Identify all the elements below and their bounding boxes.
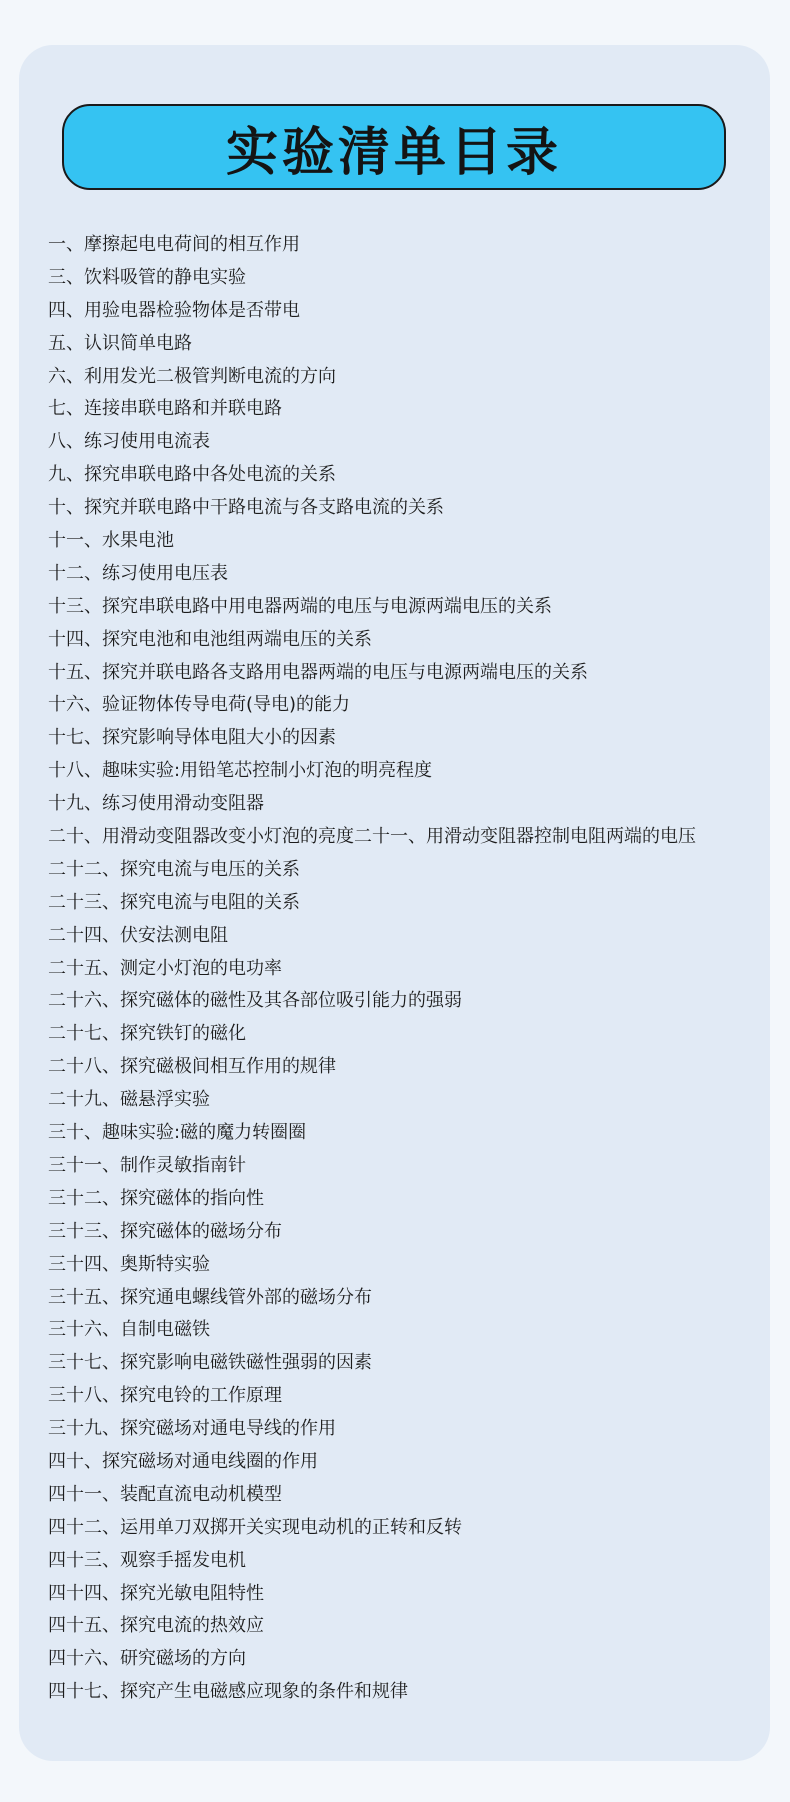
title-banner (62, 104, 726, 190)
list-item: 九、探究串联电路中各处电流的关系 (48, 464, 336, 486)
list-item: 四、用验电器检验物体是否带电 (48, 299, 300, 321)
list-item: 二十八、探究磁极间相互作用的规律 (48, 1056, 336, 1078)
list-item: 二十九、磁悬浮实验 (48, 1089, 210, 1111)
list-item: 十八、趣味实验:用铅笔芯控制小灯泡的明亮程度 (48, 760, 433, 782)
list-item: 八、练习使用电流表 (48, 431, 210, 453)
list-item: 十三、探究串联电路中用电器两端的电压与电源两端电压的关系 (48, 595, 552, 617)
list-item: 二十四、伏安法测电阻 (48, 924, 228, 946)
list-item: 十、探究并联电路中干路电流与各支路电流的关系 (48, 497, 444, 519)
list-item: 十七、探究影响导体电阻大小的因素 (48, 727, 336, 749)
list-item: 二十、用滑动变阻器改变小灯泡的亮度二十一、用滑动变阻器控制电阻两端的电压 (48, 826, 696, 848)
list-item: 十四、探究电池和电池组两端电压的关系 (48, 628, 372, 650)
list-item: 四十四、探究光敏电阻特性 (48, 1582, 264, 1604)
list-item: 四十五、探究电流的热效应 (48, 1615, 264, 1637)
list-item: 十九、练习使用滑动变阻器 (48, 793, 264, 815)
list-item: 七、连接串联电路和并联电路 (48, 398, 282, 420)
list-item: 三、饮料吸管的静电实验 (48, 266, 246, 288)
list-item: 三十一、制作灵敏指南针 (48, 1154, 246, 1176)
list-item: 四十三、观察手摇发电机 (48, 1549, 246, 1571)
experiment-list (48, 229, 696, 1709)
list-item: 四十七、探究产生电磁感应现象的条件和规律 (48, 1681, 408, 1703)
list-item: 五、认识简单电路 (48, 332, 192, 354)
list-item: 三十三、探究磁体的磁场分布 (48, 1220, 282, 1242)
list-item: 四十二、运用单刀双掷开关实现电动机的正转和反转 (48, 1516, 462, 1538)
list-item: 六、利用发光二极管判断电流的方向 (48, 365, 336, 387)
list-item: 十二、练习使用电压表 (48, 562, 228, 584)
list-item: 三十、趣味实验:磁的魔力转圈圈 (48, 1122, 307, 1144)
list-item: 三十八、探究电铃的工作原理 (48, 1385, 282, 1407)
list-item: 二十三、探究电流与电阻的关系 (48, 891, 300, 913)
list-item: 四十、探究磁场对通电线圈的作用 (48, 1450, 318, 1472)
list-item: 三十七、探究影响电磁铁磁性强弱的因素 (48, 1352, 372, 1374)
list-item: 十一、水果电池 (48, 530, 174, 552)
list-item: 四十六、研究磁场的方向 (48, 1648, 246, 1670)
list-item: 四十一、装配直流电动机模型 (48, 1483, 282, 1505)
list-item: 三十四、奥斯特实验 (48, 1253, 210, 1275)
list-item: 十五、探究并联电路各支路用电器两端的电压与电源两端电压的关系 (48, 661, 588, 683)
page-title: 实验清单目录 (225, 122, 562, 183)
list-item: 三十二、探究磁体的指向性 (48, 1187, 264, 1209)
list-item: 二十二、探究电流与电压的关系 (48, 858, 300, 880)
list-item: 十六、验证物体传导电荷(导电)的能力 (48, 694, 351, 716)
list-item: 二十五、测定小灯泡的电功率 (48, 957, 282, 979)
list-item: 三十五、探究通电螺线管外部的磁场分布 (48, 1286, 372, 1308)
list-item: 三十六、自制电磁铁 (48, 1319, 210, 1341)
list-item: 一、摩擦起电电荷间的相互作用 (48, 234, 300, 255)
list-item: 三十九、探究磁场对通电导线的作用 (48, 1418, 336, 1440)
list-item: 二十六、探究磁体的磁性及其各部位吸引能力的强弱 (48, 990, 462, 1012)
list-item: 二十七、探究铁钉的磁化 (48, 1023, 246, 1045)
